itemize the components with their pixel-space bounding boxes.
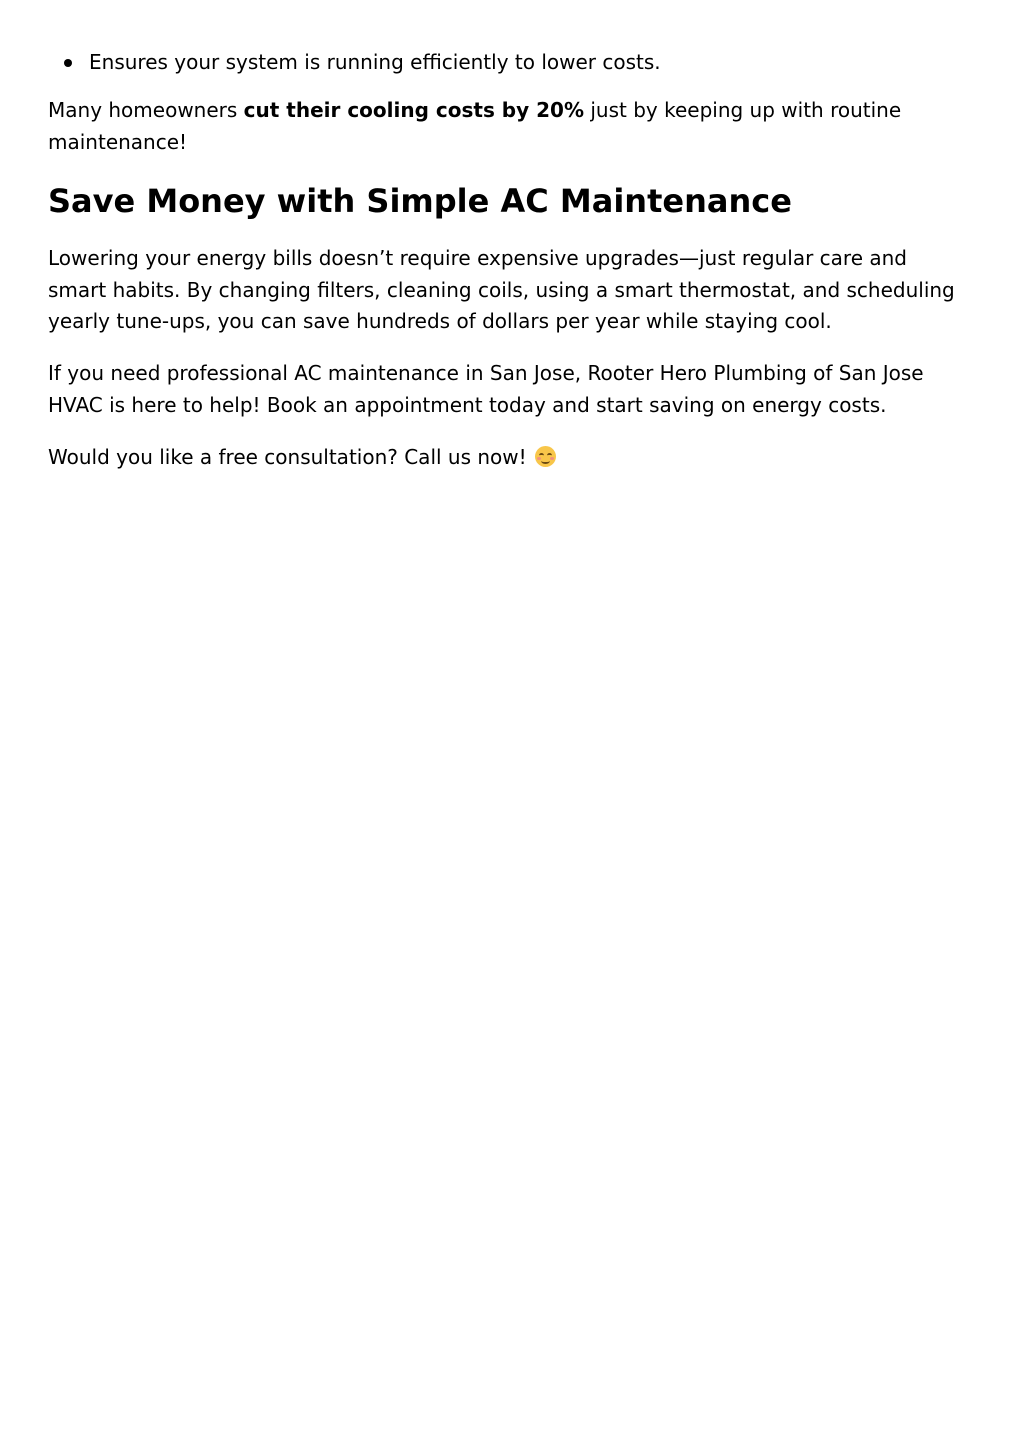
smiling-face-icon	[535, 446, 556, 467]
bullet-dot-icon	[64, 59, 72, 67]
intro-text-after: just by keeping up with routine maintenance!	[48, 98, 902, 154]
list-item	[64, 47, 964, 78]
intro-text-before: Many homeowners	[48, 98, 244, 122]
section-heading: Save Money with Simple AC Maintenance	[48, 182, 792, 220]
bullet-list	[64, 47, 964, 78]
intro-paragraph	[48, 95, 963, 158]
closing-paragraph	[48, 442, 963, 474]
intro-bold-text: cut their cooling costs by 20%	[243, 98, 584, 122]
list-item-text: Ensures your system is running efficiently to lower costs.	[89, 50, 661, 74]
body-paragraph: Lowering your energy bills doesn’t require expensive upgrades—just regular care and smart habits. By changing filters, cleaning coils, using a smart thermostat, and scheduling yearly tune-ups, you can save hundreds of dollars per year while staying cool.	[48, 246, 955, 333]
body-paragraph: If you need professional AC maintenance in San Jose, Rooter Hero Plumbing of San Jose HVAC is here to help! Book an appointment today and start saving on energy costs.	[48, 361, 924, 417]
closing-text: Would you like a free consultation? Call us now!	[48, 445, 534, 469]
